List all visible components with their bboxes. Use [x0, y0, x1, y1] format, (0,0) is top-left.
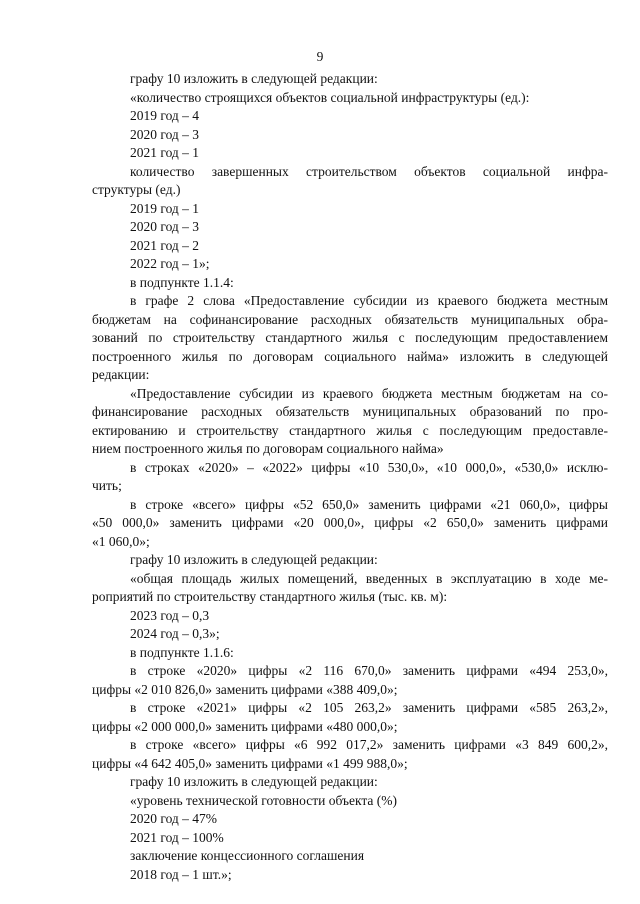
text-line: в строке «всего» цифры «6 992 017,2» заменить цифрами «3 849 600,2»,	[130, 737, 608, 752]
text-line: бюджетам на софинансирование расходных обязательств муниципальных обра-	[92, 311, 608, 327]
text-line: графу 10 изложить в следующей редакции:	[130, 71, 378, 86]
text-line: «50 000,0» заменить цифрами «20 000,0», цифры «2 650,0» заменить цифрами	[92, 515, 608, 530]
text-line: 2020 год – 3	[130, 126, 200, 142]
text-line: роприятий по строительству стандартного жилья (тыс. кв. м):	[92, 589, 448, 604]
text-line: цифры «2 010 826,0» заменить цифрами «388 409,0»;	[92, 681, 398, 697]
text-line: в строках «2020» – «2022» цифры «10 530,0», «10 000,0», «530,0» исклю-	[130, 459, 608, 475]
text-line: 2021 год – 2	[130, 237, 200, 253]
text-line: цифры «2 000 000,0» заменить цифрами «480 000,0»;	[92, 718, 398, 734]
text-line: в строке «2020» цифры «2 116 670,0» заменить цифрами «494 253,0»,	[130, 663, 608, 678]
text-line: ектированию и строительству стандартного жилья с последующим предоставле-	[92, 422, 608, 438]
text-line: 2024 год – 0,3»;	[130, 626, 220, 641]
page-number: 9	[316, 49, 324, 64]
text-line: 2021 год – 100%	[130, 829, 224, 845]
text-line: количество завершенных строительством объектов социальной инфра-	[130, 163, 608, 179]
text-line: 2018 год – 1 шт.»;	[130, 866, 232, 882]
text-line: 2023 год – 0,3	[130, 607, 210, 623]
text-line: 2020 год – 47%	[130, 811, 218, 826]
text-line: в подпункте 1.1.6:	[130, 644, 234, 660]
text-line: «количество строящихся объектов социальной инфраструктуры (ед.):	[130, 89, 530, 105]
text-line: структуры (ед.)	[92, 182, 181, 197]
text-line: в графе 2 слова «Предоставление субсидии из краевого бюджета местным	[130, 293, 608, 308]
text-line: графу 10 изложить в следующей редакции:	[130, 552, 378, 567]
text-line: построенного жилья по договорам социального найма» изложить в следующей	[92, 348, 608, 364]
text-line: цифры «4 642 405,0» заменить цифрами «1 499 988,0»;	[92, 755, 408, 771]
text-line: чить;	[92, 478, 122, 493]
text-line: «Предоставление субсидии из краевого бюджета местным бюджетам на со-	[130, 385, 608, 401]
text-line: 2022 год – 1»;	[130, 256, 210, 271]
text-line: зований по строительству стандартного жилья с последующим предоставлением	[92, 330, 608, 345]
text-line: заключение концессионного соглашения	[130, 848, 365, 863]
text-line: нием построенного жилья по договорам социального найма»	[92, 441, 444, 456]
text-line: в строке «2021» цифры «2 105 263,2» заменить цифрами «585 263,2»,	[130, 700, 608, 715]
text-line: 2020 год – 3	[130, 219, 200, 234]
text-line: в подпункте 1.1.4:	[130, 274, 234, 290]
text-line: 2019 год – 1	[130, 200, 200, 216]
text-line: графу 10 изложить в следующей редакции:	[130, 774, 378, 789]
text-line: финансирование расходных обязательств муниципальных образований по про-	[92, 404, 608, 419]
text-line: «общая площадь жилых помещений, введенных в эксплуатацию в ходе ме-	[130, 570, 608, 586]
text-line: 2021 год – 1	[130, 145, 200, 160]
text-line: «уровень технической готовности объекта (%)	[130, 792, 398, 808]
text-line: «1 060,0»;	[92, 533, 150, 549]
text-line: редакции:	[92, 367, 150, 382]
document-body	[92, 70, 608, 884]
text-line: 2019 год – 4	[130, 108, 200, 123]
text-line: в строке «всего» цифры «52 650,0» заменить цифрами «21 060,0», цифры	[130, 496, 608, 512]
